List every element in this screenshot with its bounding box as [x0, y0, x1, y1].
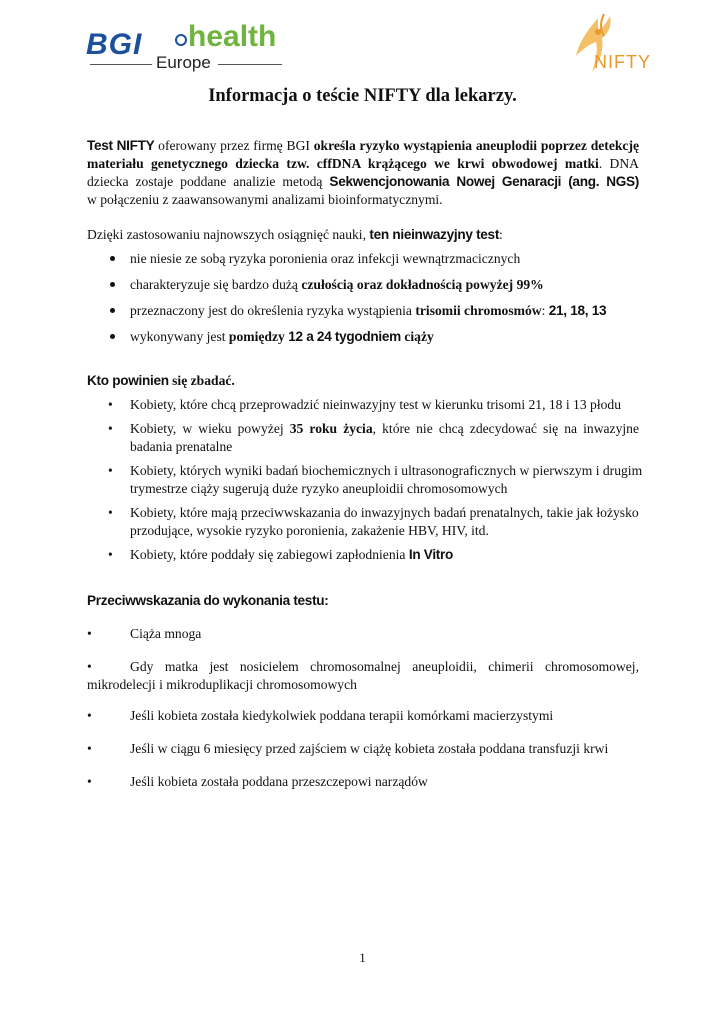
item-bold: trisomii chromosmów — [415, 303, 542, 318]
method-name: Sekwencjonowania Nowej Genaracji (ang. NGS) — [329, 174, 640, 189]
bullet-icon: • — [108, 463, 113, 478]
list-item: Kobiety, których wyniki badań biochemicznych i ultrasonograficznych w pierwszym i drugim — [130, 463, 643, 478]
item-bold: pomiędzy — [228, 329, 289, 344]
contra-heading: Przeciwwskazania do wykonania testu: — [87, 593, 329, 608]
in-vitro-text: In Vitro — [408, 547, 454, 562]
bullet-icon — [110, 282, 115, 287]
item-text: wykonywany jest — [130, 329, 229, 344]
bullet-icon: • — [87, 741, 92, 756]
intro-line-4: w połączeniu z zaawansowanymi analizami bioinformatycznymi. — [87, 192, 443, 207]
item-text: przeznaczony jest do określenia ryzyka wystąpienia — [130, 303, 416, 318]
bullet-icon: • — [87, 774, 92, 789]
page-title: Informacja o teście NIFTY dla lekarzy. — [208, 86, 517, 106]
item-text: Kobiety, w wieku powyżej — [130, 421, 290, 436]
list-item — [130, 276, 544, 294]
item-text: , które nie chcą zdecydować się na inwazyjne — [372, 421, 639, 436]
heading-text: Kto powinien — [87, 373, 169, 388]
list-item-cont: badania prenatalne — [130, 439, 233, 454]
intro-line-3 — [87, 173, 639, 191]
list-item: Jeśli kobieta została poddana przeszczepowi narządów — [130, 774, 428, 789]
item-text: charakteryzuje się bardzo dużą — [130, 277, 302, 292]
item-text: Kobiety, które poddały się zabiegowi zapłodnienia — [130, 547, 409, 562]
list-item — [130, 546, 453, 564]
logo-rule-left — [90, 64, 152, 65]
intro-line-1 — [87, 137, 639, 155]
bullet-icon — [110, 334, 115, 339]
intro-text: . DNA — [598, 156, 639, 171]
intro-bold: określa ryzyko wystąpienia aneuplodii poprzez detekcję — [313, 138, 640, 153]
bullet-icon — [110, 256, 115, 261]
bullet-icon: • — [87, 659, 92, 674]
intro-text: dziecka zostaje poddane analizie metodą — [87, 174, 330, 189]
bullet-icon: • — [87, 626, 92, 641]
logo-rule-right — [218, 64, 282, 65]
bgi-logo-text: BGI — [86, 28, 143, 61]
heading-text: się zbadać. — [168, 373, 235, 388]
bullet-icon: • — [108, 421, 113, 436]
bullet-icon: • — [87, 708, 92, 723]
test-name: Test NIFTY — [87, 138, 155, 153]
list-item: Ciąża mnoga — [130, 626, 202, 641]
item-bold: 35 roku życia — [289, 421, 373, 436]
nifty-logo-text: NIFTY — [594, 52, 651, 72]
who-heading — [87, 372, 235, 390]
list-item-cont: trymestrze ciąży sugerują duże ryzyko aneuploidii chromosomowych — [130, 481, 508, 496]
list-item: Gdy matka jest nosicielem chromosomalnej aneuploidii, chimerii chromosomowej, — [130, 659, 639, 674]
bgi-health-europe-logo — [86, 18, 286, 74]
list-item — [130, 328, 434, 346]
europe-logo-text: Europe — [156, 53, 211, 72]
page-number: 1 — [359, 950, 366, 965]
item-bold: czułością oraz dokładnością powyżej 99% — [301, 277, 544, 292]
list-item: Jeśli w ciągu 6 miesięcy przed zajściem w ciążę kobieta została poddana transfuzji krwi — [130, 741, 609, 756]
intro-line-2 — [87, 155, 639, 173]
bullet-icon: • — [108, 547, 113, 562]
list-item — [130, 302, 606, 320]
lead-colon: : — [499, 227, 503, 242]
item-text: : — [541, 303, 549, 318]
lead-text: Dzięki zastosowaniu najnowszych osiągnięć nauki, — [87, 227, 370, 242]
intro-text: oferowany przez firmę BGI — [154, 138, 314, 153]
bullet-icon: • — [108, 397, 113, 412]
list-item: Kobiety, które chcą przeprowadzić nieinwazyjny test w kierunku trisomi 21, 18 i 13 płodu — [130, 397, 622, 412]
logo-dot-icon — [175, 34, 187, 46]
list-item-cont: mikrodelecji i mikroduplikacji chromosomowych — [87, 677, 357, 692]
week-range: 12 a 24 tygodniem — [288, 329, 401, 344]
list-item: Kobiety, które mają przeciwwskazania do inwazyjnych badań prenatalnych, takie jak łożysko — [130, 505, 639, 520]
list-item: Jeśli kobieta została kiedykolwiek poddana terapii komórkami macierzystymi — [130, 708, 554, 723]
list-item: nie niesie ze sobą ryzyka poronienia oraz infekcji wewnątrzmacicznych — [130, 251, 521, 266]
bullet-icon: • — [108, 505, 113, 520]
intro-bold: materiału genetycznego dziecka tzw. cffDNA krążącego we krwi obwodowej matki — [87, 156, 599, 171]
nifty-logo — [558, 10, 651, 80]
chromosome-numbers: 21, 18, 13 — [548, 303, 607, 318]
lead-bold: ten nieinwazyjny test — [369, 227, 500, 242]
list-item — [130, 420, 639, 438]
advances-lead — [87, 226, 503, 244]
list-item-cont: przodujące, wysokie ryzyko poronienia, zakażenie HBV, HIV, itd. — [130, 523, 489, 538]
health-logo-text: health — [188, 20, 277, 53]
bullet-icon — [110, 308, 115, 313]
item-bold: ciąży — [400, 329, 434, 344]
